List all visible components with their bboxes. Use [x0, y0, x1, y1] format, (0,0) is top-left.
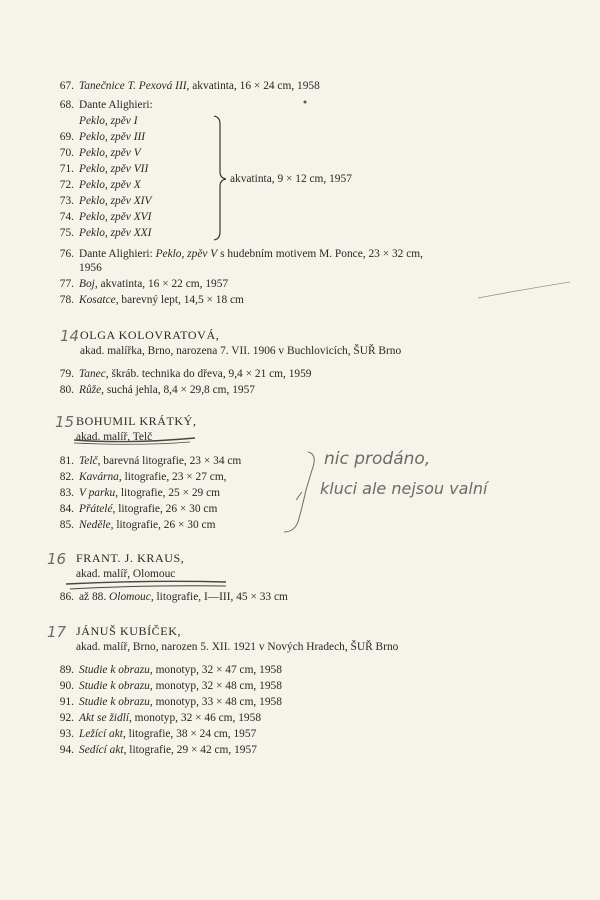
- entry-number: 72.: [59, 179, 74, 191]
- entry-title: Neděle: [79, 519, 111, 531]
- bracket-pencil: [296, 492, 302, 500]
- entry-number: 75.: [59, 227, 74, 239]
- handwritten-note-line1: nic prodáno,: [324, 449, 431, 469]
- entry-details: Dante Alighieri:: [79, 99, 153, 111]
- entry-number: 91.: [59, 696, 74, 708]
- entry-details: , barevný lept, 14,5 × 18 cm: [115, 294, 244, 306]
- entry-details: , akvatinta, 16 × 22 cm, 1957: [94, 278, 229, 290]
- entry-number: 83.: [59, 487, 74, 499]
- ink-dot: [304, 101, 307, 104]
- entry-title: Tanečnice T. Pexová III: [79, 80, 187, 92]
- entry-prefix: až 88.: [79, 591, 110, 603]
- entry-number: 71.: [59, 163, 74, 175]
- entry-number: 92.: [59, 712, 74, 724]
- entry-title: Peklo, zpěv III: [79, 131, 146, 143]
- entry-title: Telč: [79, 455, 98, 467]
- entry-number: 69.: [59, 131, 74, 143]
- entry-details: , litografie, I—III, 45 × 33 cm: [150, 591, 288, 603]
- entry-title: Boj: [79, 278, 95, 290]
- entry-number: 68.: [59, 99, 74, 111]
- entry-title: Přátelé: [79, 503, 113, 515]
- strike-pencil: [66, 581, 226, 584]
- entry-prefix: Dante Alighieri:: [79, 248, 156, 260]
- entry-number: 86.: [59, 591, 74, 603]
- entry-number: 89.: [59, 664, 74, 676]
- artist-info: akad. malíř, Brno, narozen 5. XII. 1921 v Nových Hradech, ŠUŘ Brno: [76, 641, 399, 653]
- entry-details: , monotyp, 32 × 46 cm, 1958: [128, 712, 262, 724]
- entry-details: , litografie, 25 × 29 cm: [115, 487, 220, 499]
- entry-number: 85.: [59, 519, 74, 531]
- entry-number: 78.: [59, 294, 74, 306]
- entry-title: Olomouc: [109, 591, 151, 603]
- entry-number: 80.: [59, 384, 74, 396]
- entry-title: V parku: [79, 487, 116, 499]
- entry-details: , monotyp, 32 × 47 cm, 1958: [149, 664, 282, 676]
- artist-name: BOHUMIL KRÁTKÝ,: [76, 414, 197, 428]
- entry-details: , litografie, 38 × 24 cm, 1957: [122, 728, 257, 740]
- entry-number: 70.: [59, 147, 74, 159]
- entry-details: , akvatinta, 16 × 24 cm, 1958: [186, 80, 320, 92]
- underline-pencil: [74, 442, 190, 444]
- entry-details: , suchá jehla, 8,4 × 29,8 cm, 1957: [101, 384, 255, 396]
- printed-brace: [214, 116, 226, 240]
- artist-name: OLGA KOLOVRATOVÁ,: [80, 328, 220, 342]
- artist-info: akad. malířka, Brno, narozena 7. VII. 1906 v Buchlovicích, ŠUŘ Brno: [80, 345, 402, 357]
- artist-info: akad. malíř, Olomouc: [76, 568, 176, 580]
- entry-details: , barevná litografie, 23 × 34 cm: [97, 455, 242, 467]
- entry-title: Peklo, zpěv XIV: [79, 195, 152, 207]
- artist-name: FRANT. J. KRAUS,: [76, 551, 185, 565]
- entry-title: Růže: [79, 384, 102, 396]
- entry-title: Kavárna: [79, 471, 119, 483]
- entry-title: Tanec: [79, 368, 106, 380]
- bracket-pencil: [284, 452, 314, 532]
- strike-pencil: [70, 586, 226, 589]
- handwritten-note-line2: kluci ale nejsou valní: [320, 479, 488, 498]
- entry-title: Kosatce: [79, 294, 116, 306]
- entry-number: 73.: [59, 195, 74, 207]
- entry-details: , litografie, 26 × 30 cm: [110, 519, 216, 531]
- entry-title: Sedící akt: [79, 744, 124, 756]
- entry-title: Peklo, zpěv V: [155, 248, 218, 260]
- entry-year: 1956: [79, 262, 102, 274]
- entry-title: Peklo, zpěv XXI: [79, 227, 152, 239]
- entry-details: , škráb. technika do dřeva, 9,4 × 21 cm, 1959: [105, 368, 312, 380]
- entry-number: 79.: [59, 368, 74, 380]
- stray-pencil-line: [478, 282, 570, 298]
- entry-details: , litografie, 23 × 27 cm,: [118, 471, 227, 483]
- entry-title: Studie k obrazu: [79, 680, 150, 692]
- entry-details: , monotyp, 33 × 48 cm, 1958: [149, 696, 282, 708]
- entry-details: s hudebním motivem M. Ponce, 23 × 32 cm,: [217, 248, 423, 260]
- entry-number: 94.: [59, 744, 74, 756]
- artist-name: JÁNUŠ KUBÍČEK,: [76, 624, 182, 638]
- entry-number: 81.: [59, 455, 74, 467]
- entry-details: , litografie, 29 × 42 cm, 1957: [123, 744, 257, 756]
- entry-number: 74.: [59, 211, 74, 223]
- entry-number: 93.: [59, 728, 74, 740]
- entry-number: 84.: [59, 503, 74, 515]
- entry-title: Ležící akt: [79, 728, 123, 740]
- handwritten-mark: 17: [47, 623, 67, 641]
- entry-title: Akt se židlí: [79, 712, 129, 724]
- entry-number: 90.: [59, 680, 74, 692]
- underline-pencil: [74, 438, 195, 442]
- entry-title: Peklo, zpěv V: [79, 147, 141, 159]
- entry-title: Peklo, zpěv VII: [79, 163, 149, 175]
- entry-number: 67.: [59, 80, 74, 92]
- entry-number: 82.: [59, 471, 74, 483]
- entry-details: , litografie, 26 × 30 cm: [112, 503, 218, 515]
- handwritten-mark: 14: [60, 327, 80, 345]
- entry-details: , monotyp, 32 × 48 cm, 1958: [149, 680, 282, 692]
- entry-title: Peklo, zpěv XVI: [79, 211, 152, 223]
- entry-title: Peklo, zpěv I: [79, 115, 138, 127]
- entry-title: Studie k obrazu: [79, 696, 150, 708]
- entry-title: Peklo, zpěv X: [79, 179, 141, 191]
- handwritten-mark: 15: [55, 413, 75, 431]
- entry-number: 76.: [59, 248, 74, 260]
- handwritten-mark: 16: [47, 550, 67, 568]
- artist-info: akad. malíř, Telč: [76, 431, 153, 443]
- entry-number: 77.: [59, 278, 74, 290]
- brace-text: akvatinta, 9 × 12 cm, 1957: [230, 173, 352, 185]
- entry-title: Studie k obrazu: [79, 664, 150, 676]
